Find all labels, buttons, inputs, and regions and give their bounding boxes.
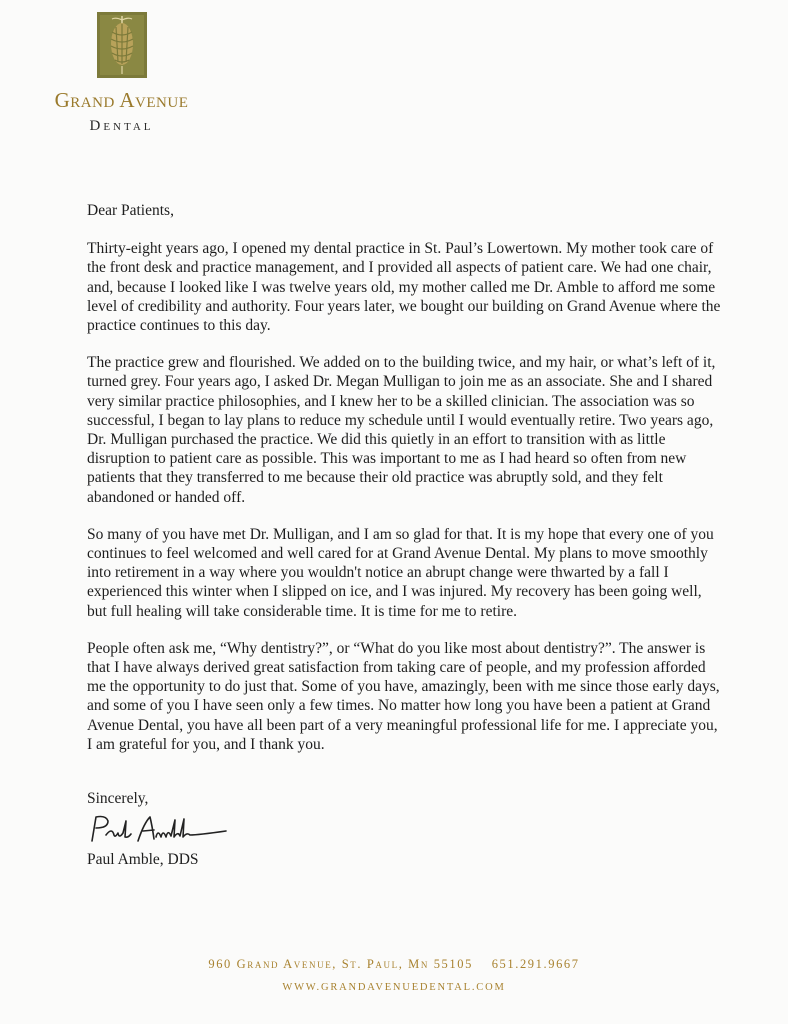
brand-subtitle: Dental — [89, 118, 154, 134]
footer-address: 960 Grand Avenue, St. Paul, Mn 55105 — [208, 957, 473, 971]
footer-contact — [0, 957, 788, 972]
closing: Sincerely, — [87, 790, 149, 807]
footer-website: WWW.GRANDAVENUEDENTAL.COM — [282, 982, 506, 993]
paragraph-4: People often ask me, “Why dentistry?”, or “What do you like most about dentistry?”. The answer is that I have always derived great satisfaction from taking care of people, and my profession afforded me the opportunity to do just that. Some of you have, amazingly, been with me since those early days, and some of you I have seen only a few times. No matter how long you have been a patient at Grand Avenue Dental, you have all been part of a very meaningful professional life for me. I appreciate you, I am grateful for you, and I thank you. — [87, 639, 720, 753]
letter-body — [87, 201, 721, 772]
handwritten-signature — [86, 811, 236, 853]
footer-phone: 651.291.9667 — [491, 957, 580, 971]
salutation: Dear Patients, — [87, 202, 174, 219]
letterhead — [34, 12, 209, 134]
paragraph-3: So many of you have met Dr. Mulligan, and I am so glad for that. It is my hope that every one of you continues to feel welcomed and well cared for at Grand Avenue Dental. My plans to move smoothly into retirement in a way where you wouldn't notice an abrupt change were thwarted by a fall I experienced this winter when I slipped on ice, and I was injured. My recovery has been going well, but full healing will take considerable time. It is time for me to retire. — [87, 525, 714, 620]
paragraph-1: Thirty-eight years ago, I opened my dental practice in St. Paul’s Lowertown. My mother took care of the front desk and practice management, and I provided all aspects of patient care. We had one chair, and, because I looked like I was twelve years old, my mother called me Dr. Amble to afford me some level of credibility and authority. Four years later, we bought our building on Grand Avenue where the practice continues to this day. — [87, 240, 721, 335]
brand-name: Grand Avenue — [54, 88, 189, 112]
pinecone-logo-icon — [97, 12, 147, 78]
paragraph-2: The practice grew and flourished. We added on to the building twice, and my hair, or what’s left of it, turned grey. Four years ago, I asked Dr. Megan Mulligan to join me as an associate. She and I shared very similar practice philosophies, and I knew her to be a skilled clinician. The association was so successful, I began to lay plans to reduce my schedule until I would eventually retire. Two years ago, Dr. Mulligan purchased the practice. We did this quietly in an effort to transition with as little disruption to patient care as possible. This was important to me as I had heard so often from new patients that they transferred to me because their old practice was abruptly sold, and they felt abandoned or handed off. — [87, 354, 716, 506]
signer-name: Paul Amble, DDS — [87, 851, 199, 868]
